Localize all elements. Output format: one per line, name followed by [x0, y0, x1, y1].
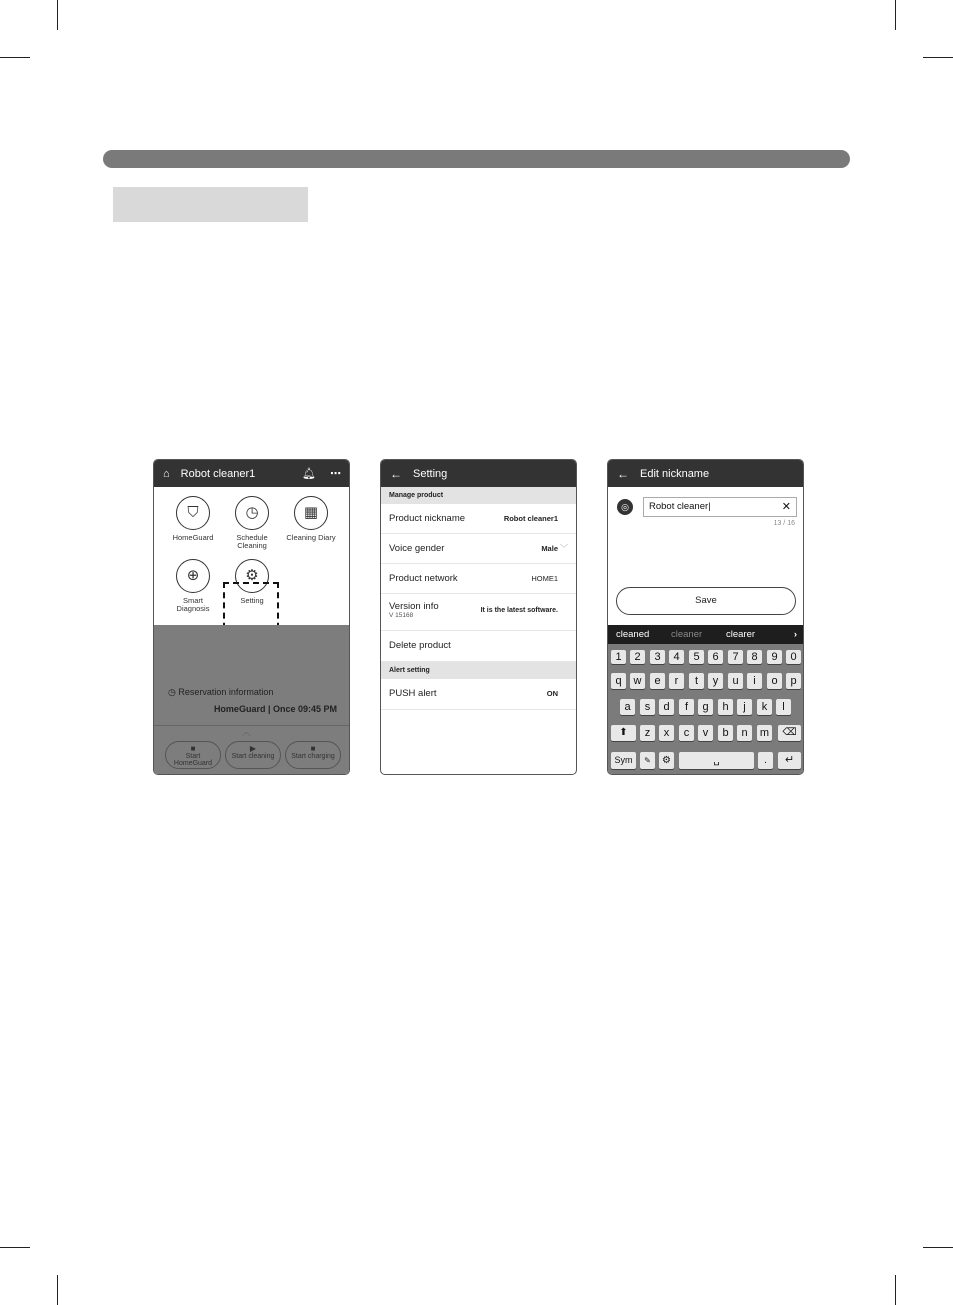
key[interactable]: j: [737, 699, 752, 715]
row-label: Voice gender: [389, 543, 445, 554]
keyboard: [608, 625, 803, 775]
battery-icon: ■: [310, 744, 316, 753]
bell-icon[interactable]: 🔔︎: [302, 468, 316, 480]
crop-mark: [923, 1247, 953, 1248]
key[interactable]: 4: [669, 650, 684, 664]
feature-homeguard[interactable]: [163, 496, 223, 542]
key[interactable]: 3: [650, 650, 665, 664]
input-value: Robot cleaner: [649, 501, 709, 512]
product-title: Robot cleaner1: [180, 467, 256, 480]
row-voice-gender[interactable]: [381, 534, 576, 564]
play-icon: ▶: [249, 744, 257, 753]
row-product-network[interactable]: [381, 564, 576, 594]
phone-edit-nickname-screen: [607, 459, 804, 775]
gear-icon[interactable]: ⚙: [659, 752, 674, 769]
reservation-value: HomeGuard | Once 09:45 PM: [213, 704, 337, 714]
row-value: ON: [546, 689, 558, 698]
key[interactable]: e: [650, 673, 665, 689]
key[interactable]: i: [747, 673, 762, 689]
feature-smart-diagnosis[interactable]: [163, 559, 223, 613]
key[interactable]: 8: [747, 650, 762, 664]
feature-label: Setting: [240, 596, 264, 605]
key[interactable]: u: [728, 673, 743, 689]
handwriting-key-icon[interactable]: ✎: [640, 752, 655, 769]
row-value: HOME1: [531, 574, 558, 583]
period-key[interactable]: .: [758, 752, 773, 769]
key[interactable]: l: [776, 699, 791, 715]
app-header: [381, 460, 576, 487]
key[interactable]: k: [757, 699, 772, 715]
key[interactable]: t: [689, 673, 704, 689]
feature-schedule-cleaning[interactable]: [222, 496, 282, 550]
robot-icon: ◎: [617, 499, 633, 515]
key[interactable]: w: [630, 673, 645, 689]
section-title-box: [113, 187, 308, 222]
key[interactable]: y: [708, 673, 723, 689]
row-push-alert[interactable]: [381, 679, 576, 710]
feature-cleaning-diary[interactable]: [281, 496, 341, 542]
section-header-bar: [103, 150, 850, 168]
homeguard-icon: ⛉: [176, 496, 210, 530]
reservation-info: [168, 687, 273, 698]
key[interactable]: b: [718, 725, 733, 741]
app-header: [154, 460, 349, 487]
phone-setting-screen: [380, 459, 577, 775]
key[interactable]: 1: [611, 650, 626, 664]
key[interactable]: c: [679, 725, 694, 741]
action-label: Start charging: [291, 753, 335, 760]
row-label: Version info: [389, 601, 439, 612]
key[interactable]: h: [718, 699, 733, 715]
key[interactable]: x: [659, 725, 674, 741]
key[interactable]: a: [620, 699, 635, 715]
chevron-up-icon[interactable]: ︿: [242, 727, 252, 737]
shift-key-icon[interactable]: ⬆: [611, 725, 636, 741]
suggestion-item[interactable]: cleaner: [671, 629, 703, 640]
key[interactable]: r: [669, 673, 684, 689]
row-value: Robot cleaner1: [503, 514, 558, 523]
screen-title: Edit nickname: [640, 467, 710, 480]
calendar-icon: ▦: [294, 496, 328, 530]
status-panel: [154, 625, 349, 775]
key[interactable]: 2: [630, 650, 645, 664]
reservation-label: Reservation information: [178, 687, 274, 697]
clear-icon[interactable]: ✕: [781, 501, 791, 513]
key[interactable]: s: [640, 699, 655, 715]
key[interactable]: q: [611, 673, 626, 689]
gear-icon: ⚙: [235, 559, 269, 593]
crop-mark: [0, 1247, 30, 1248]
suggestion-item[interactable]: cleaned: [616, 629, 650, 640]
row-value: It is the latest software.: [480, 607, 558, 614]
key[interactable]: v: [698, 725, 713, 741]
clock-icon: ◷: [235, 496, 269, 530]
save-button[interactable]: Save: [616, 587, 796, 615]
key[interactable]: g: [698, 699, 713, 715]
key[interactable]: z: [640, 725, 655, 741]
divider: [154, 725, 349, 726]
section-alert-setting: Alert setting: [381, 662, 576, 679]
feature-label: HomeGuard: [172, 533, 214, 542]
key[interactable]: o: [767, 673, 782, 689]
action-label: Start HomeGuard: [173, 753, 213, 767]
key[interactable]: d: [659, 699, 674, 715]
space-key-icon[interactable]: ␣: [679, 752, 754, 769]
row-product-nickname[interactable]: [381, 504, 576, 534]
text-cursor: |: [708, 501, 711, 512]
row-label: PUSH alert: [389, 688, 437, 699]
clock-icon: ◷: [168, 687, 176, 697]
key[interactable]: n: [737, 725, 752, 741]
key[interactable]: 6: [708, 650, 723, 664]
key[interactable]: 0: [786, 650, 801, 664]
diagnosis-icon: ⊕: [176, 559, 210, 593]
key[interactable]: f: [679, 699, 694, 715]
char-counter: 13 / 16: [773, 520, 795, 527]
start-homeguard-button[interactable]: [165, 741, 221, 769]
chevron-down-icon: ﹀: [560, 544, 568, 553]
row-version-info[interactable]: [381, 594, 576, 631]
start-charging-button[interactable]: [285, 741, 341, 769]
backspace-key-icon[interactable]: ⌫: [778, 725, 801, 741]
feature-label: Schedule Cleaning: [236, 533, 268, 550]
more-icon[interactable]: ⋯: [330, 468, 341, 480]
crop-mark: [0, 57, 30, 58]
suggestion-item[interactable]: clearer: [726, 629, 756, 640]
home-icon[interactable]: ⌂: [163, 467, 170, 480]
section-manage-product: Manage product: [381, 487, 576, 504]
row-label: Delete product: [389, 640, 451, 651]
phone-home-screen: [153, 459, 350, 775]
feature-grid: [154, 487, 349, 625]
action-label: Start cleaning: [231, 753, 275, 760]
crop-mark: [895, 1275, 896, 1305]
suggestion-bar: [608, 625, 803, 644]
enter-key-icon[interactable]: ↵: [778, 752, 801, 769]
row-value: Male: [541, 544, 558, 553]
crop-mark: [895, 0, 896, 30]
row-delete-product[interactable]: [381, 631, 576, 662]
key[interactable]: m: [757, 725, 772, 741]
start-cleaning-button[interactable]: [225, 741, 281, 769]
screen-title: Setting: [413, 467, 448, 480]
sym-key[interactable]: Sym: [611, 752, 636, 769]
key[interactable]: 7: [728, 650, 743, 664]
crop-mark: [923, 57, 953, 58]
homeguard-icon: ■: [190, 744, 196, 753]
key[interactable]: p: [786, 673, 801, 689]
chevron-right-icon[interactable]: ›: [793, 629, 797, 640]
feature-label: Smart Diagnosis: [176, 596, 210, 613]
back-arrow-icon[interactable]: ←: [617, 466, 629, 481]
crop-mark: [57, 1275, 58, 1305]
feature-label: Cleaning Diary: [286, 533, 336, 542]
app-header: [608, 460, 803, 487]
version-number: V 15168: [389, 612, 414, 619]
back-arrow-icon[interactable]: ←: [390, 466, 402, 481]
row-label: Product network: [389, 573, 458, 584]
key[interactable]: 5: [689, 650, 704, 664]
crop-mark: [57, 0, 58, 30]
key[interactable]: 9: [767, 650, 782, 664]
row-label: Product nickname: [389, 513, 466, 524]
nickname-input[interactable]: [643, 497, 797, 517]
